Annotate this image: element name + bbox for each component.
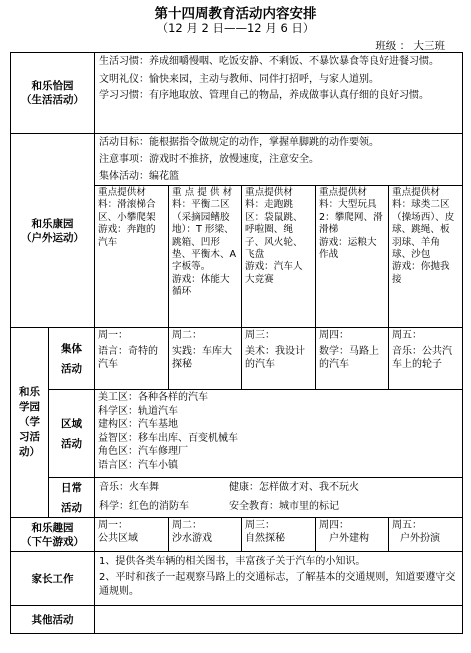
- group-activity-day: 周三： 美术：我设计的汽车: [242, 328, 316, 390]
- life-line: 生活习惯：养成细嚼慢咽、吃饭安静、不剩饭、不暴饮暴食等良好进餐习惯。: [99, 56, 439, 67]
- fun-day: 周二： 沙水游戏: [169, 518, 242, 552]
- page-dates: （12 月 2 日——12 月 6 日）: [156, 21, 315, 35]
- parents-label: 家长工作: [11, 552, 95, 606]
- page-title: 第十四周教育活动内容安排: [154, 6, 317, 22]
- area-line: 美工区：各种各样的汽车: [98, 392, 208, 403]
- life-row: [11, 53, 463, 134]
- fun-day: 周三： 自然探秘: [242, 518, 316, 552]
- outdoor-line: 注意事项：游戏时不推挤，放慢速度，注意安全。: [99, 154, 319, 165]
- outdoor-line: 活动目标：能根据指令做规定的动作，掌握单脚跳的动作要领。: [99, 137, 379, 148]
- life-line: 文明礼仪：愉快来园，主动与教师、同伴打招呼，与家人道别。: [99, 74, 379, 85]
- area-line: 科学区：轨道汽车: [98, 405, 178, 417]
- outdoor-content: [95, 134, 463, 186]
- area-line: 角色区：汽车修理厂: [98, 446, 188, 458]
- parents-content: [95, 552, 463, 606]
- outdoor-point: 重 点 提 供 材料：平衡二区（采摘园鳍胶地）：T 形梁、跳箱、凹形垫、平衡木、A 字板等。 游戏：体能大循环: [169, 186, 242, 328]
- group-activity-row: [11, 328, 463, 390]
- area-activity-label: 区域 活动: [49, 390, 95, 478]
- daily-line: 科学：红色的消防车: [99, 501, 189, 512]
- outdoor-line: 集体活动：编花篮: [99, 171, 179, 182]
- class-label: 班级 ： 大三班: [375, 40, 445, 52]
- parents-row: [11, 552, 463, 606]
- group-activity-day: 周一： 语言：奇特的汽车: [95, 328, 169, 390]
- other-row: [11, 606, 463, 634]
- life-label: 和乐恰园 （生活活动）: [11, 53, 95, 134]
- other-label: 其他活动: [11, 606, 95, 634]
- outdoor-point: 重点提供材料：大型玩具 2：攀爬网、滑滑梯 游戏：运粮大作战: [316, 186, 389, 328]
- life-line: 学习习惯：有序地取放、管理自己的物品，养成做事认真仔细的良好习惯。: [99, 90, 429, 101]
- area-activity-content: [95, 390, 463, 478]
- area-activity-row: [11, 390, 463, 478]
- outdoor-row: [11, 134, 463, 186]
- schedule-table: [10, 52, 463, 634]
- life-content: [95, 53, 463, 134]
- daily-activity-row: [11, 478, 463, 518]
- outdoor-point: 重点提供材料：球类二区（操场西）、皮球、跳绳、板羽球、羊角球、沙包 游戏：你抛我接: [389, 186, 463, 328]
- fun-label: 和乐趣园 （下午游戏）: [11, 518, 95, 552]
- parents-line: 1、提供各类车辆的相关图书，丰富孩子关于汽车的小知识。: [99, 556, 366, 567]
- parents-line: 2、平时和孩子一起观察马路上的交通标志，了解基本的交通规则，知道要遵守交通规则。: [99, 572, 456, 597]
- fun-day: 周一： 公共区域: [95, 518, 169, 552]
- group-activity-day: 周二： 实践：车库大探秘: [169, 328, 242, 390]
- daily-line: 安全教育：城市里的标记: [229, 501, 339, 512]
- daily-activity-content: [95, 478, 463, 518]
- group-activity-day: 周五： 音乐：公共汽车上的轮子: [389, 328, 463, 390]
- study-label: 和乐 学园 （学 习活 动）: [11, 328, 49, 518]
- daily-line: 健康：怎样做才对、我不玩火: [229, 482, 359, 493]
- other-content: [95, 606, 463, 634]
- fun-row: [11, 518, 463, 552]
- outdoor-point: 重点提供材料：走跑跳区：袋鼠跳、呼啦圈、绳子、风火轮、飞盘 游戏：汽车人大竞赛: [242, 186, 316, 328]
- daily-activity-label: 日常 活动: [49, 478, 95, 518]
- outdoor-label: 和乐康园 （户外运动）: [11, 134, 95, 328]
- area-line: 语言区：汽车小镇: [98, 459, 178, 471]
- area-line: 建构区：汽车基地: [98, 419, 178, 431]
- outdoor-point: 重点提供材料：滑滚梯合区、小攀爬架 游戏：奔跑的汽车: [95, 186, 169, 328]
- group-activity-label: 集体 活动: [49, 328, 95, 390]
- area-line: 益智区：移车出库、百变机械车: [98, 432, 238, 444]
- group-activity-day: 周四： 数学：马路上的汽车: [316, 328, 389, 390]
- fun-day: 周五： 户外扮演: [389, 518, 463, 552]
- fun-day: 周四： 户外建构: [316, 518, 389, 552]
- daily-line: 音乐：火车舞: [99, 482, 159, 493]
